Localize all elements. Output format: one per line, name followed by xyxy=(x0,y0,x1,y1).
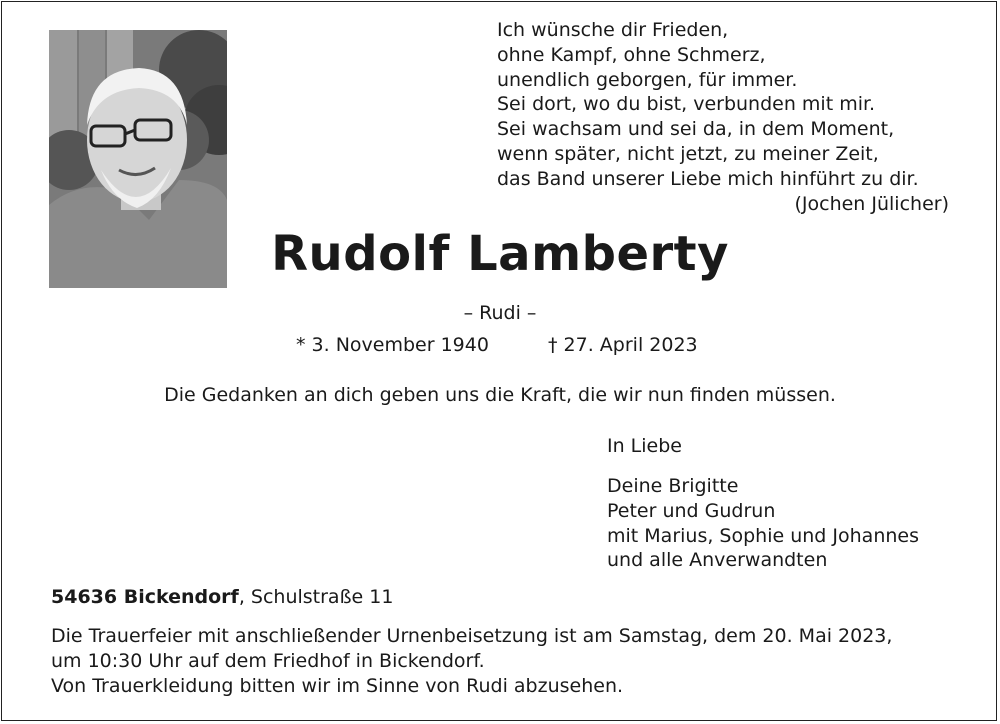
poem-line: Sei wachsam und sei da, in dem Moment, xyxy=(497,118,895,141)
poem-line: das Band unserer Liebe mich hinführt zu dir. xyxy=(497,167,919,190)
poem-line: Ich wünsche dir Frieden, xyxy=(497,19,729,41)
address-street: , Schulstraße 11 xyxy=(238,586,394,608)
signoff: In Liebe xyxy=(607,435,682,457)
poem-line: Sei dort, wo du bist, verbunden mit mir. xyxy=(497,93,876,116)
memorial-quote: Die Gedanken an dich geben uns die Kraft, die wir nun finden müssen. xyxy=(164,384,836,406)
birth-date: * 3. November 1940 xyxy=(296,334,489,356)
family-member: Peter und Gudrun xyxy=(607,499,776,522)
family-list xyxy=(607,474,919,573)
funeral-notice xyxy=(51,624,892,699)
family-member: mit Marius, Sophie und Johannes xyxy=(607,524,919,547)
notice-line: um 10:30 Uhr auf dem Friedhof in Bickendorf. xyxy=(51,650,485,672)
poem-author: (Jochen Jülicher) xyxy=(794,192,949,215)
deceased-name: Rudolf Lamberty xyxy=(271,226,729,282)
address xyxy=(51,586,393,608)
family-member: Deine Brigitte xyxy=(607,475,739,497)
death-date: † 27. April 2023 xyxy=(548,334,698,356)
notice-line: Von Trauerkleidung bitten wir im Sinne von Rudi abzusehen. xyxy=(51,675,624,697)
poem-line: ohne Kampf, ohne Schmerz, xyxy=(497,43,766,66)
address-town: 54636 Bickendorf xyxy=(51,586,239,608)
poem-line: unendlich geborgen, für immer. xyxy=(497,68,798,91)
notice-line: Die Trauerfeier mit anschließender Urnenbeisetzung ist am Samstag, dem 20. Mai 2023, xyxy=(51,625,893,647)
family-member: und alle Anverwandten xyxy=(607,549,828,572)
poem-line: wenn später, nicht jetzt, zu meiner Zeit, xyxy=(497,142,879,165)
poem xyxy=(497,18,957,216)
deceased-nickname: – Rudi – xyxy=(463,302,537,324)
